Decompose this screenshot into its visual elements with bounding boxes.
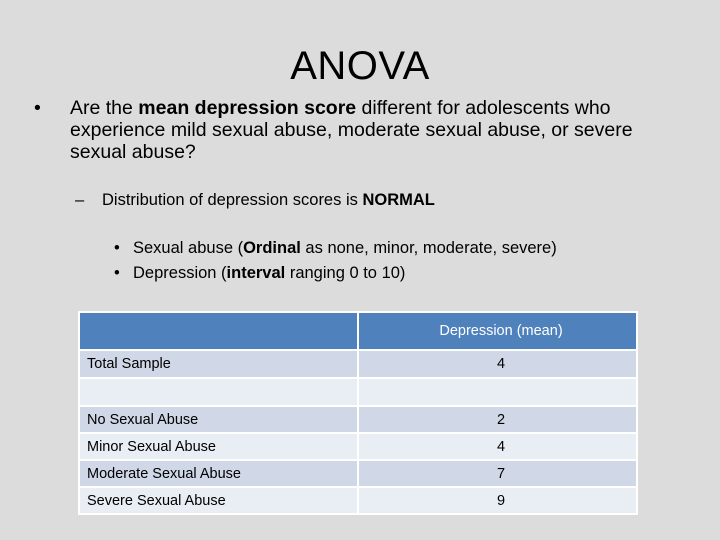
table-cell-value: 9 bbox=[358, 487, 637, 514]
sub-bullet-sexual-abuse bbox=[114, 238, 674, 258]
sub-bullet-depression-text bbox=[133, 263, 674, 283]
sub-bullet-distribution bbox=[75, 190, 635, 210]
slide-title: ANOVA bbox=[290, 44, 430, 88]
sub-bullet-distribution-bold: NORMAL bbox=[362, 191, 435, 209]
sub-bullet-depression bbox=[114, 263, 674, 283]
table-cell-label: Severe Sexual Abuse bbox=[79, 487, 358, 514]
table-cell-label bbox=[79, 378, 358, 406]
depression-table bbox=[78, 311, 638, 515]
main-bullet bbox=[34, 97, 674, 163]
bullet-mark: • bbox=[34, 97, 41, 119]
table-cell-value: 7 bbox=[358, 460, 637, 487]
main-bullet-text-post: different for adolescents who experience mild sexual abuse, moderate sexual abuse, or severe sexual abuse? bbox=[70, 97, 633, 163]
main-bullet-text bbox=[70, 97, 674, 163]
table-cell-value: 4 bbox=[358, 350, 637, 378]
table-cell-value: 2 bbox=[358, 406, 637, 433]
main-bullet-text-bold: mean depression score bbox=[138, 97, 357, 119]
table-row bbox=[79, 433, 637, 460]
table-header-cell: Depression (mean) bbox=[358, 312, 637, 350]
table-row bbox=[79, 487, 637, 514]
sub-bullet-sexual-abuse-bold: Ordinal bbox=[243, 239, 301, 257]
table-row bbox=[79, 378, 637, 406]
table-header-row bbox=[79, 312, 637, 350]
sub-bullet-depression-pre: Depression ( bbox=[133, 264, 227, 282]
table-row bbox=[79, 460, 637, 487]
sub-bullet-depression-post: ranging 0 to 10) bbox=[285, 264, 406, 282]
table-row bbox=[79, 406, 637, 433]
sub-bullet-sexual-abuse-text bbox=[133, 238, 674, 258]
sub-bullet-distribution-pre: Distribution of depression scores is bbox=[102, 191, 363, 209]
table-row bbox=[79, 350, 637, 378]
table-cell-value: 4 bbox=[358, 433, 637, 460]
dash-mark: – bbox=[75, 191, 85, 209]
sub-bullet-distribution-text bbox=[102, 190, 635, 210]
sub-bullet-depression-bold: interval bbox=[226, 264, 286, 282]
table-cell-value bbox=[358, 378, 637, 406]
table-header-cell bbox=[79, 312, 358, 350]
table-cell-label: Total Sample bbox=[79, 350, 358, 378]
main-bullet-text-pre: Are the bbox=[70, 97, 139, 119]
table-cell-label: No Sexual Abuse bbox=[79, 406, 358, 433]
bullet-mark: • bbox=[114, 239, 120, 257]
table-cell-label: Moderate Sexual Abuse bbox=[79, 460, 358, 487]
bullet-mark: • bbox=[114, 264, 120, 282]
sub-bullet-sexual-abuse-pre: Sexual abuse ( bbox=[133, 239, 244, 257]
sub-bullet-sexual-abuse-post: as none, minor, moderate, severe) bbox=[300, 239, 557, 257]
table-cell-label: Minor Sexual Abuse bbox=[79, 433, 358, 460]
